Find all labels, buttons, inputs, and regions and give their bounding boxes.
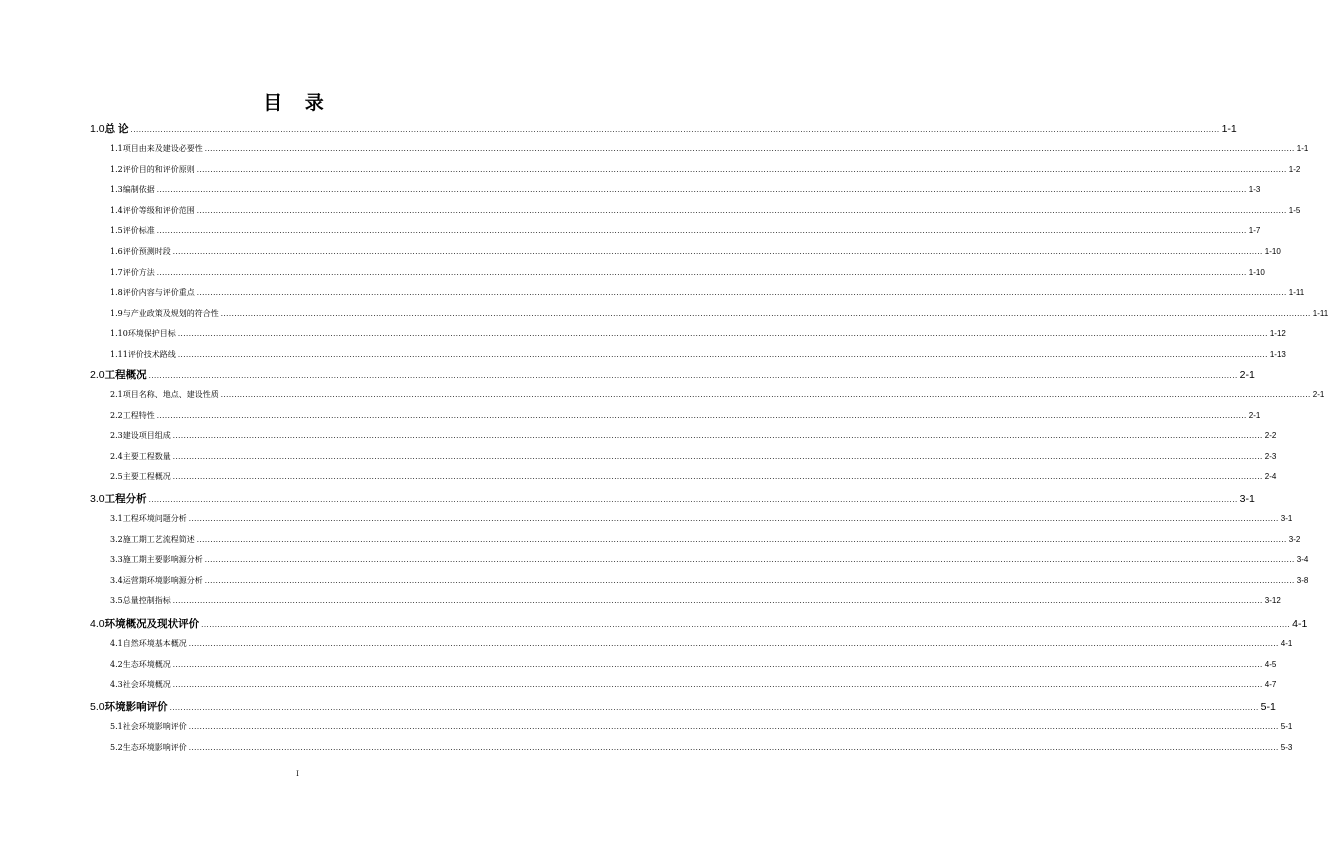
toc-entry-page: 2-4 (1264, 472, 1277, 482)
toc-entry-num: 1.1 (110, 144, 123, 153)
toc-entry-num: 3.0 (90, 493, 105, 505)
dot-leader: ................................................................................................................................................................................................................................................................................................................................................................................................................ (148, 371, 1238, 380)
toc-entry-page: 2-3 (1264, 451, 1277, 461)
toc-entry-title: 主要工程概况 (122, 472, 171, 482)
toc-section[interactable] (110, 659, 1277, 670)
toc-entry-page: 3-2 (1288, 534, 1301, 544)
toc-entry-title: 评价技术路线 (127, 350, 176, 359)
dot-leader: ................................................................................................................................................................................................................................................................................................................................................................................................................ (130, 125, 1220, 134)
toc-section[interactable] (110, 389, 1325, 400)
toc-entry-num: 5.2 (110, 742, 123, 752)
toc-entry-page: 1-12 (1269, 329, 1286, 339)
toc-section[interactable] (110, 595, 1281, 606)
toc-entry-title: 施工期工艺流程简述 (122, 534, 195, 544)
toc-entry-num: 1.10 (110, 329, 128, 339)
toc-entry-num: 4.2 (110, 659, 123, 669)
toc-entry-title: 工程概况 (104, 369, 147, 381)
dot-leader: ................................................................................................................................................................................................................................................................................................................................................................................................................ (172, 660, 1263, 669)
toc-entry-num: 2.5 (110, 472, 123, 482)
toc-entry-page: 3-8 (1296, 575, 1309, 585)
toc-section[interactable] (110, 267, 1265, 278)
toc-entry-page: 1-5 (1288, 205, 1301, 215)
toc-entry-num: 1.4 (110, 205, 123, 215)
dot-leader: ................................................................................................................................................................................................................................................................................................................................................................................................................ (172, 681, 1263, 690)
dot-leader: ................................................................................................................................................................................................................................................................................................................................................................................................................ (169, 703, 1259, 712)
toc-entry-page: 1-1 (1221, 123, 1237, 135)
toc-section[interactable] (110, 184, 1261, 195)
toc-entry-title: 评价标准 (122, 226, 155, 236)
toc-entry-num: 1.7 (110, 267, 123, 277)
toc-section[interactable] (110, 308, 1328, 319)
toc-entry-page: 1-2 (1288, 164, 1301, 174)
toc-entry-num: 4.3 (110, 680, 123, 690)
toc-entry-title: 评价内容与评价重点 (122, 288, 195, 298)
toc-entry-num: 5.0 (90, 701, 105, 713)
dot-leader: ................................................................................................................................................................................................................................................................................................................................................................................................................ (148, 495, 1238, 504)
toc-entry-title: 编制依据 (122, 185, 155, 195)
toc-section[interactable] (110, 143, 1309, 154)
toc-entry-page: 2-1 (1239, 369, 1255, 381)
toc-entry-num: 3.5 (110, 596, 123, 606)
toc-entry-num: 2.2 (110, 410, 123, 420)
toc-entry-title: 评价等级和评价范围 (122, 205, 195, 215)
toc-entry-title: 生态环境概况 (122, 659, 171, 669)
toc-section[interactable] (110, 349, 1286, 360)
toc-entry-num: 1.0 (90, 123, 105, 135)
dot-leader: ................................................................................................................................................................................................................................................................................................................................................................................................................ (172, 473, 1263, 482)
toc-section[interactable] (110, 679, 1277, 690)
toc-section[interactable] (110, 513, 1293, 524)
dot-leader: ................................................................................................................................................................................................................................................................................................................................................................................................................ (172, 432, 1263, 441)
toc-entry-num: 5.1 (110, 722, 123, 731)
toc-entry-title: 工程特性 (122, 410, 155, 420)
toc-entry-page: 3-4 (1296, 555, 1309, 565)
toc-entry-page: 5-1 (1280, 722, 1293, 731)
dot-leader: ................................................................................................................................................................................................................................................................................................................................................................................................................ (188, 723, 1279, 731)
toc-entry-num: 3.2 (110, 534, 123, 544)
toc-section[interactable] (110, 638, 1293, 649)
toc-section[interactable] (110, 534, 1301, 545)
toc-entry-title: 项目由来及建设必要性 (122, 144, 203, 153)
toc-section[interactable] (110, 575, 1309, 586)
toc-section[interactable] (110, 328, 1286, 339)
dot-leader: ................................................................................................................................................................................................................................................................................................................................................................................................................ (188, 640, 1279, 648)
dot-leader: ................................................................................................................................................................................................................................................................................................................................................................................................................ (204, 556, 1295, 565)
toc-entry-page: 1-11 (1312, 308, 1328, 318)
page-number: I (296, 770, 299, 778)
toc-entry-title: 主要工程数量 (122, 451, 171, 461)
toc-entry-title: 社会环境概况 (122, 680, 171, 690)
toc-entry-title: 评价目的和评价原则 (122, 164, 195, 174)
toc-entry-page: 1-10 (1264, 247, 1281, 256)
toc-entry-title: 评价方法 (122, 267, 155, 277)
toc-entry-title: 生态环境影响评价 (122, 742, 187, 752)
toc-section[interactable] (110, 554, 1309, 565)
dot-leader: ................................................................................................................................................................................................................................................................................................................................................................................................................ (204, 145, 1295, 153)
toc-section[interactable] (110, 164, 1301, 175)
toc-entry-page: 4-7 (1264, 680, 1277, 690)
dot-leader: ................................................................................................................................................................................................................................................................................................................................................................................................................ (172, 452, 1263, 461)
toc-entry-num: 2.0 (90, 369, 105, 381)
toc-entry-page: 2-1 (1312, 390, 1325, 399)
toc-entry-title: 自然环境基本概况 (122, 639, 187, 648)
toc-section[interactable] (110, 471, 1277, 482)
toc-entry-num: 4.0 (90, 618, 105, 630)
dot-leader: ................................................................................................................................................................................................................................................................................................................................................................................................................ (204, 576, 1295, 585)
toc-section[interactable] (110, 225, 1261, 236)
dot-leader: ................................................................................................................................................................................................................................................................................................................................................................................................................ (196, 289, 1287, 298)
toc-entry-page: 5-3 (1280, 742, 1293, 752)
toc-entry-title: 总量控制指标 (122, 596, 171, 606)
toc-entry-num: 2.4 (110, 451, 123, 461)
toc-entry-page: 1-3 (1248, 185, 1261, 195)
toc-entry-title: 总 论 (104, 123, 129, 135)
dot-leader: ................................................................................................................................................................................................................................................................................................................................................................................................................ (156, 268, 1247, 277)
dot-leader: ................................................................................................................................................................................................................................................................................................................................................................................................................ (220, 309, 1311, 318)
toc-entry-num: 1.6 (110, 247, 123, 256)
toc-entry-title: 建设项目组成 (122, 431, 171, 441)
dot-leader: ................................................................................................................................................................................................................................................................................................................................................................................................................ (177, 330, 1268, 339)
toc-entry-num: 1.3 (110, 185, 123, 195)
dot-leader: ................................................................................................................................................................................................................................................................................................................................................................................................................ (196, 165, 1287, 174)
toc-entry-page: 5-1 (1260, 701, 1276, 713)
dot-leader: ................................................................................................................................................................................................................................................................................................................................................................................................................ (220, 391, 1311, 399)
toc-entry-num: 1.8 (110, 288, 123, 298)
toc-entry-num: 3.3 (110, 555, 123, 565)
toc-chapter[interactable] (90, 699, 1276, 714)
dot-leader: ................................................................................................................................................................................................................................................................................................................................................................................................................ (196, 535, 1287, 544)
dot-leader: ................................................................................................................................................................................................................................................................................................................................................................................................................ (188, 515, 1279, 523)
toc-entry-num: 1.2 (110, 164, 123, 174)
toc-entry-num: 2.1 (110, 390, 123, 399)
dot-leader: ................................................................................................................................................................................................................................................................................................................................................................................................................ (196, 206, 1287, 215)
toc-entry-num: 1.11 (110, 350, 128, 359)
toc-entry-num: 2.3 (110, 431, 123, 441)
dot-leader: ................................................................................................................................................................................................................................................................................................................................................................................................................ (172, 248, 1263, 256)
toc-entry-num: 4.1 (110, 639, 123, 648)
toc-entry-title: 项目名称、地点、建设性质 (122, 390, 219, 399)
dot-leader: ................................................................................................................................................................................................................................................................................................................................................................................................................ (156, 411, 1247, 420)
toc-section[interactable] (110, 246, 1281, 257)
toc-entry-page: 1-13 (1269, 350, 1286, 359)
toc-entry-num: 1.5 (110, 226, 123, 236)
toc-entry-page: 4-5 (1264, 659, 1277, 669)
toc-entry-title: 评价预测时段 (122, 247, 171, 256)
toc-section[interactable] (110, 721, 1293, 732)
dot-leader: ................................................................................................................................................................................................................................................................................................................................................................................................................ (156, 186, 1247, 195)
toc-entry-num: 1.9 (110, 308, 123, 318)
toc-chapter[interactable] (90, 616, 1308, 631)
toc-section[interactable] (110, 430, 1277, 441)
toc-entry-title: 施工期主要影响源分析 (122, 555, 203, 565)
toc-entry-num: 3.1 (110, 514, 123, 523)
toc-entry-title: 运营期环境影响源分析 (122, 575, 203, 585)
toc-entry-page: 1-1 (1296, 144, 1309, 153)
dot-leader: ................................................................................................................................................................................................................................................................................................................................................................................................................ (177, 351, 1268, 359)
toc-section[interactable] (110, 451, 1277, 462)
dot-leader: ................................................................................................................................................................................................................................................................................................................................................................................................................ (156, 227, 1247, 236)
toc-entry-page: 2-2 (1264, 431, 1277, 441)
toc-section[interactable] (110, 205, 1301, 216)
dot-leader: ................................................................................................................................................................................................................................................................................................................................................................................................................ (201, 620, 1291, 629)
toc-entry-page: 3-12 (1264, 596, 1281, 606)
toc-entry-page: 4-1 (1292, 618, 1308, 630)
toc-entry-page: 3-1 (1239, 493, 1255, 505)
page-title: 目 录 (263, 92, 332, 114)
dot-leader: ................................................................................................................................................................................................................................................................................................................................................................................................................ (172, 597, 1263, 606)
toc-section[interactable] (110, 742, 1293, 753)
toc-entry-title: 与产业政策及规划的符合性 (122, 308, 219, 318)
toc-entry-title: 工程环境问题分析 (122, 514, 187, 523)
toc-chapter[interactable] (90, 367, 1255, 382)
toc-entry-page: 2-1 (1248, 410, 1261, 420)
toc-entry-title: 环境概况及现状评价 (104, 618, 200, 630)
toc-section[interactable] (110, 287, 1305, 298)
toc-entry-page: 1-11 (1288, 288, 1305, 298)
toc-section[interactable] (110, 410, 1261, 421)
toc-entry-title: 环境影响评价 (104, 701, 168, 713)
toc-entry-num: 3.4 (110, 575, 123, 585)
toc-entry-title: 工程分析 (104, 493, 147, 505)
toc-entry-page: 1-7 (1248, 226, 1261, 236)
toc-chapter[interactable] (90, 491, 1255, 506)
toc-entry-title: 环境保护目标 (127, 329, 176, 339)
toc-entry-page: 4-1 (1280, 639, 1293, 648)
toc-chapter[interactable] (90, 121, 1237, 136)
toc-entry-title: 社会环境影响评价 (122, 722, 187, 731)
dot-leader: ................................................................................................................................................................................................................................................................................................................................................................................................................ (188, 743, 1279, 752)
toc-entry-page: 3-1 (1280, 514, 1293, 523)
toc-entry-page: 1-10 (1248, 267, 1265, 277)
